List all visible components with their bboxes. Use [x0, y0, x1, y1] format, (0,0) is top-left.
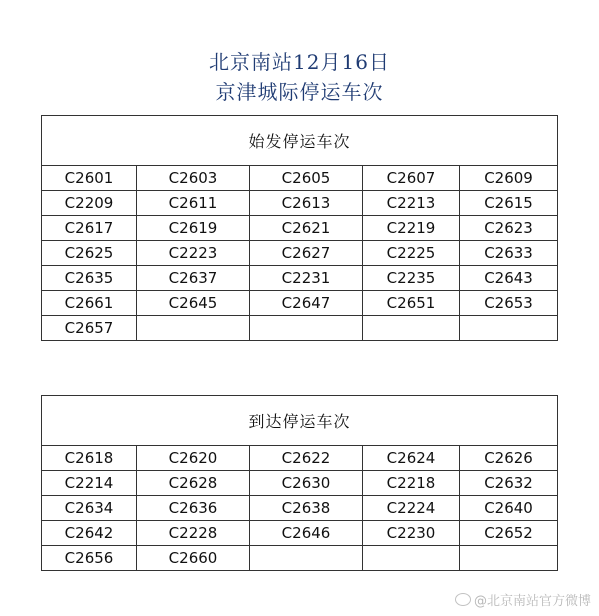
departing-train-cell: C2661: [42, 291, 137, 316]
departing-train-cell: C2619: [137, 216, 250, 241]
departing-train-cell: C2617: [42, 216, 137, 241]
departing-train-cell: C2625: [42, 241, 137, 266]
arriving-train-cell: C2218: [363, 471, 460, 496]
departing-train-cell: C2621: [250, 216, 363, 241]
arriving-train-cell: C2640: [460, 496, 558, 521]
departing-table-row: [42, 266, 558, 291]
departing-train-cell: C2601: [42, 166, 137, 191]
arriving-train-cell: C2620: [137, 446, 250, 471]
page-title: 北京南站12月16日: [209, 50, 390, 74]
arriving-train-cell: C2630: [250, 471, 363, 496]
arriving-train-cell: C2652: [460, 521, 558, 546]
arriving-train-cell: C2646: [250, 521, 363, 546]
departing-suspended-table: [41, 115, 558, 341]
arriving-train-cell: C2214: [42, 471, 137, 496]
departing-table-header: 始发停运车次: [42, 116, 558, 166]
departing-table-row: [42, 241, 558, 266]
departing-train-cell: C2611: [137, 191, 250, 216]
arriving-train-cell: C2622: [250, 446, 363, 471]
weibo-watermark: [455, 590, 591, 609]
departing-train-cell: C2209: [42, 191, 137, 216]
departing-train-cell: C2213: [363, 191, 460, 216]
arriving-train-cell: C2230: [363, 521, 460, 546]
arriving-train-cell: C2642: [42, 521, 137, 546]
arriving-train-cell: C2636: [137, 496, 250, 521]
departing-train-cell: C2223: [137, 241, 250, 266]
arriving-train-cell: C2624: [363, 446, 460, 471]
page-subtitle: 京津城际停运车次: [215, 80, 384, 104]
departing-train-cell: C2231: [250, 266, 363, 291]
departing-train-cell: C2219: [363, 216, 460, 241]
departing-train-cell: C2643: [460, 266, 558, 291]
departing-train-cell: C2605: [250, 166, 363, 191]
departing-table-row: [42, 291, 558, 316]
departing-train-cell: C2651: [363, 291, 460, 316]
arriving-train-cell: C2628: [137, 471, 250, 496]
arriving-train-cell: [363, 546, 460, 571]
departing-train-cell: C2647: [250, 291, 363, 316]
arriving-train-cell: [460, 546, 558, 571]
weibo-icon: [455, 593, 471, 606]
arriving-table-row: [42, 446, 558, 471]
departing-train-cell: C2603: [137, 166, 250, 191]
departing-train-cell: C2657: [42, 316, 137, 341]
arriving-table-row: [42, 546, 558, 571]
departing-train-cell: C2615: [460, 191, 558, 216]
departing-train-cell: C2623: [460, 216, 558, 241]
departing-table-row: [42, 216, 558, 241]
departing-train-cell: [137, 316, 250, 341]
departing-train-cell: C2609: [460, 166, 558, 191]
arriving-train-cell: C2656: [42, 546, 137, 571]
departing-table-row: [42, 316, 558, 341]
departing-table-row: [42, 166, 558, 191]
departing-train-cell: C2645: [137, 291, 250, 316]
departing-train-cell: C2635: [42, 266, 137, 291]
departing-train-cell: C2225: [363, 241, 460, 266]
arriving-train-cell: C2638: [250, 496, 363, 521]
departing-train-cell: C2637: [137, 266, 250, 291]
departing-train-cell: C2633: [460, 241, 558, 266]
arriving-train-cell: C2632: [460, 471, 558, 496]
arriving-train-cell: C2634: [42, 496, 137, 521]
departing-table-row: [42, 191, 558, 216]
departing-train-cell: C2653: [460, 291, 558, 316]
arriving-train-cell: [250, 546, 363, 571]
departing-train-cell: C2235: [363, 266, 460, 291]
departing-train-cell: C2607: [363, 166, 460, 191]
departing-train-cell: [363, 316, 460, 341]
watermark-text: @北京南站官方微博: [473, 594, 591, 609]
arriving-train-cell: C2224: [363, 496, 460, 521]
arriving-suspended-table: [41, 395, 558, 571]
arriving-train-cell: C2228: [137, 521, 250, 546]
departing-train-cell: C2627: [250, 241, 363, 266]
departing-train-cell: C2613: [250, 191, 363, 216]
arriving-table-row: [42, 471, 558, 496]
arriving-train-cell: C2660: [137, 546, 250, 571]
departing-train-cell: [460, 316, 558, 341]
departing-train-cell: [250, 316, 363, 341]
arriving-table-row: [42, 521, 558, 546]
arriving-table-header: 到达停运车次: [42, 396, 558, 446]
arriving-table-row: [42, 496, 558, 521]
arriving-train-cell: C2618: [42, 446, 137, 471]
arriving-train-cell: C2626: [460, 446, 558, 471]
